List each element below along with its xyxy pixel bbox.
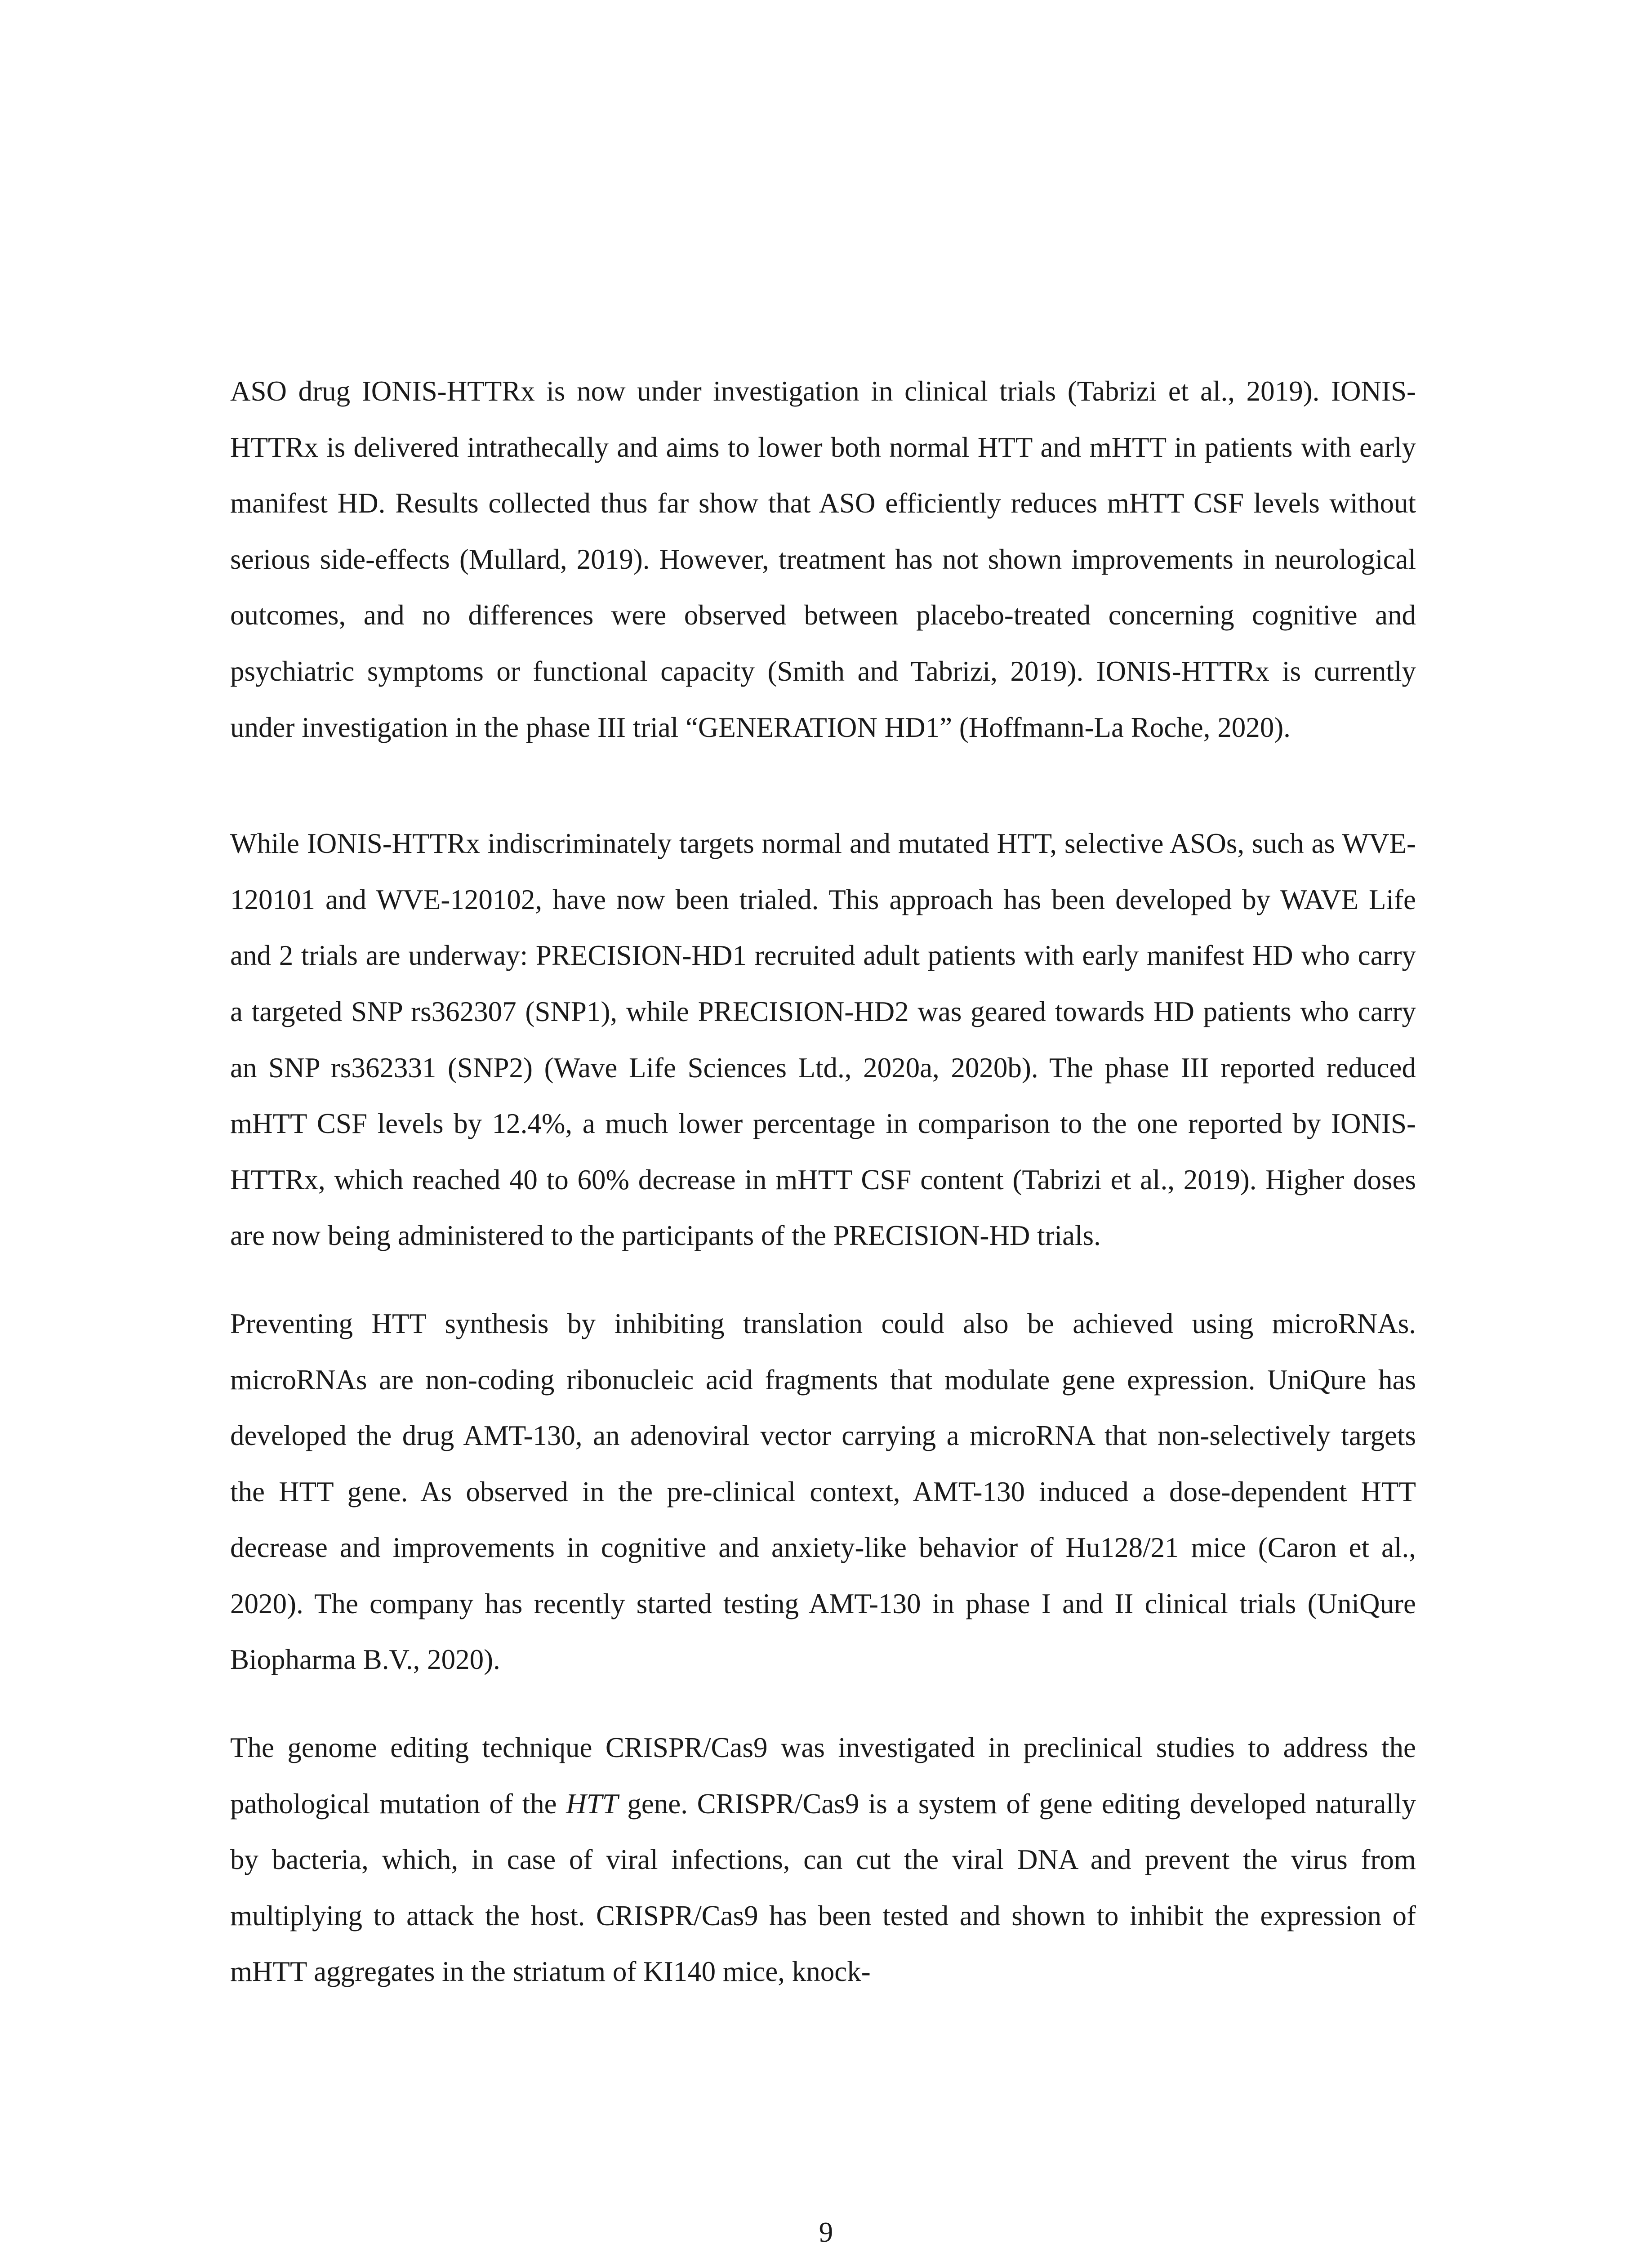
page-number: 9 — [819, 2217, 833, 2248]
body-text — [230, 363, 1416, 2000]
paragraph-text: While IONIS-HTTRx indiscriminately targets normal and mutated HTT, selective ASOs, such as WVE-120101 and WVE-120102, have now been trialed. This approach has been developed by WAVE Life and 2 trials are underway: PRECISION-HD1 recruited adult patients with early manifest HD who carry a targeted SNP rs362307 (SNP1), while PRECISION-HD2 was geared towards HD patients who carry an SNP rs362331 (SNP2) (Wave Life Sciences Ltd., 2020a, 2020b). The phase III reported reduced mHTT CSF levels by 12.4%, a much lower percentage in comparison to the one reported by IONIS-HTTRx, which reached 40 to 60% decrease in mHTT CSF content (Tabrizi et al., 2019). Higher doses are now being administered to the participants of the PRECISION-HD trials. — [230, 828, 1416, 1252]
paragraph-micrornas — [230, 1296, 1416, 1688]
paragraph-selective-asos — [230, 816, 1416, 1264]
paragraph-text: Preventing HTT synthesis by inhibiting translation could also be achieved using microRNAs. microRNAs are non-coding ribonucleic acid fragments that modulate gene expression. UniQure has developed the drug AMT-130, an adenoviral vector carrying a microRNA that non-selectively targets the HTT gene. As observed in the pre-clinical context, AMT-130 induced a dose-dependent HTT decrease and improvements in cognitive and anxiety-like behavior of Hu128/21 mice (Caron et al., 2020). The company has recently started testing AMT-130 in phase I and II clinical trials (UniQure Biopharma B.V., 2020). — [230, 1307, 1416, 1676]
paragraph-text: ASO drug IONIS-HTTRx is now under investigation in clinical trials (Tabrizi et al., 2019). IONIS-HTTRx is delivered intrathecally and aims to lower both normal HTT and mHTT in patients with early manifest HD. Results collected thus far show that ASO efficiently reduces mHTT CSF levels without serious side-effects (Mullard, 2019). However, treatment has not shown improvements in neurological outcomes, and no differences were observed between placebo-treated concerning cognitive and psychiatric symptoms or functional capacity (Smith and Tabrizi, 2019). IONIS-HTTRx is currently under investigation in the phase III trial “GENERATION HD1” (Hoffmann-La Roche, 2020). — [230, 375, 1416, 743]
paragraph-crispr-cas9 — [230, 1720, 1416, 2000]
paragraph-aso-ionis-httrx — [230, 363, 1416, 755]
paragraph-text: The genome editing technique CRISPR/Cas9 was investigated in preclinical studies to address the pathological mutation of the — [230, 1732, 1416, 1820]
gene-name-italic: HTT — [566, 1788, 618, 1820]
paragraph-text: gene. CRISPR/Cas9 is a system of gene editing developed naturally by bacteria, which, in case of viral infections, can cut the viral DNA and prevent the virus from multiplying to attack the host. CRISPR/Cas9 has been tested and shown to inhibit the expression of mHTT aggregates in the striatum of KI140 mice, knock- — [230, 1788, 1416, 1988]
